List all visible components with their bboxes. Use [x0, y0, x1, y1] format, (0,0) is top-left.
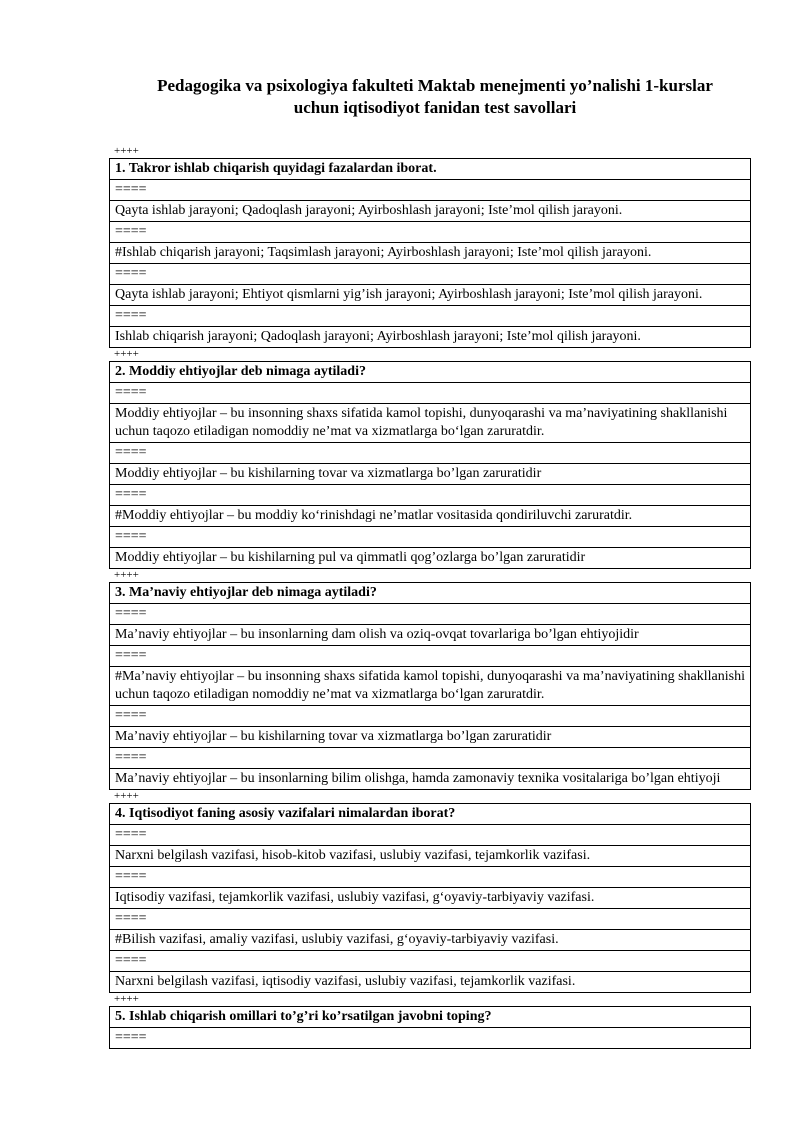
answer-option: Iqtisodiy vazifasi, tejamkorlik vazifasi, uslubiy vazifasi, g‘oyaviy-tarbiyaviy vazifasi.: [110, 888, 751, 909]
page-title: [100, 75, 770, 119]
title-line-2: uchun iqtisodiyot fanidan test savollari: [293, 98, 577, 117]
question-text: 2. Moddiy ehtiyojlar deb nimaga aytiladi?: [110, 362, 751, 383]
question-text: 3. Ma’naviy ehtiyojlar deb nimaga aytiladi?: [110, 583, 751, 604]
answer-marker: ====: [110, 383, 751, 404]
answer-marker: ====: [110, 306, 751, 327]
answer-option: #Bilish vazifasi, amaliy vazifasi, uslubiy vazifasi, g‘oyaviy-tarbiyaviy vazifasi.: [110, 930, 751, 951]
answer-option: Narxni belgilash vazifasi, iqtisodiy vazifasi, uslubiy vazifasi, tejamkorlik vazifasi.: [110, 972, 751, 993]
question-text: 5. Ishlab chiqarish omillari to’g’ri ko’rsatilgan javobni toping?: [110, 1007, 751, 1028]
answer-marker: ====: [110, 485, 751, 506]
question-separator: ++++: [114, 993, 139, 1005]
answer-option: #Ishlab chiqarish jarayoni; Taqsimlash jarayoni; Ayirboshlash jarayoni; Iste’mol qilish jarayoni.: [110, 243, 751, 264]
answer-option: Qayta ishlab jarayoni; Ehtiyot qismlarni yig’ish jarayoni; Ayirboshlash jarayoni; Iste’mol qilish jarayoni.: [110, 285, 751, 306]
answer-option: Ishlab chiqarish jarayoni; Qadoqlash jarayoni; Ayirboshlash jarayoni; Iste’mol qilish jarayoni.: [110, 327, 751, 348]
answer-marker: ====: [110, 1028, 751, 1049]
question-separator: ++++: [114, 569, 139, 581]
question-text: 4. Iqtisodiyot faning asosiy vazifalari nimalardan iborat?: [110, 804, 751, 825]
answer-option: Ma’naviy ehtiyojlar – bu insonlarning bilim olishga, hamda zamonaviy texnika vositalariga bo’lgan ehtiyoji: [110, 769, 751, 790]
answer-marker: ====: [110, 951, 751, 972]
answer-marker: ====: [110, 604, 751, 625]
answer-option: Moddiy ehtiyojlar – bu kishilarning pul va qimmatli qog’ozlarga bo’lgan zaruratidir: [110, 548, 751, 569]
answer-marker: ====: [110, 443, 751, 464]
answer-option: Moddiy ehtiyojlar – bu kishilarning tovar va xizmatlarga bo’lgan zaruratidir: [110, 464, 751, 485]
answer-marker: ====: [110, 264, 751, 285]
answer-marker: ====: [110, 867, 751, 888]
answer-marker: ====: [110, 646, 751, 667]
answer-option: #Moddiy ehtiyojlar – bu moddiy ko‘rinishdagi ne’matlar vositasida qondiriluvchi zaruratdir.: [110, 506, 751, 527]
answer-marker: ====: [110, 748, 751, 769]
title-line-1: Pedagogika va psixologiya fakulteti Maktab menejmenti yo’nalishi 1-kurslar: [157, 76, 713, 95]
question-table: [109, 1006, 751, 1049]
question-table: [109, 361, 751, 569]
question-separator: ++++: [114, 145, 139, 157]
answer-marker: ====: [110, 706, 751, 727]
answer-marker: ====: [110, 825, 751, 846]
answer-option: Narxni belgilash vazifasi, hisob-kitob vazifasi, uslubiy vazifasi, tejamkorlik vazifasi.: [110, 846, 751, 867]
question-table: [109, 158, 751, 348]
answer-option: Moddiy ehtiyojlar – bu insonning shaxs sifatida kamol topishi, dunyoqarashi va ma’naviyatining shakllanishi uchun taqozo etiladigan nomoddiy ne’mat va xizmatlarga bo‘lgan zaruratdir.: [110, 404, 751, 443]
answer-option: #Ma’naviy ehtiyojlar – bu insonning shaxs sifatida kamol topishi, dunyoqarashi va ma’naviyatining shakllanishi uchun taqozo etiladigan nomoddiy ne’mat va xizmatlarga bo‘lgan zaruratdir.: [110, 667, 751, 706]
question-table: [109, 582, 751, 790]
answer-marker: ====: [110, 909, 751, 930]
answer-option: Qayta ishlab jarayoni; Qadoqlash jarayoni; Ayirboshlash jarayoni; Iste’mol qilish jarayoni.: [110, 201, 751, 222]
question-table: [109, 803, 751, 993]
answer-option: Ma’naviy ehtiyojlar – bu insonlarning dam olish va oziq-ovqat tovarlariga bo’lgan ehtiyojidir: [110, 625, 751, 646]
question-text: 1. Takror ishlab chiqarish quyidagi fazalardan iborat.: [110, 159, 751, 180]
answer-marker: ====: [110, 180, 751, 201]
question-list: [109, 145, 751, 1049]
answer-marker: ====: [110, 222, 751, 243]
question-separator: ++++: [114, 790, 139, 802]
answer-marker: ====: [110, 527, 751, 548]
answer-option: Ma’naviy ehtiyojlar – bu kishilarning tovar va xizmatlarga bo’lgan zaruratidir: [110, 727, 751, 748]
question-separator: ++++: [114, 348, 139, 360]
